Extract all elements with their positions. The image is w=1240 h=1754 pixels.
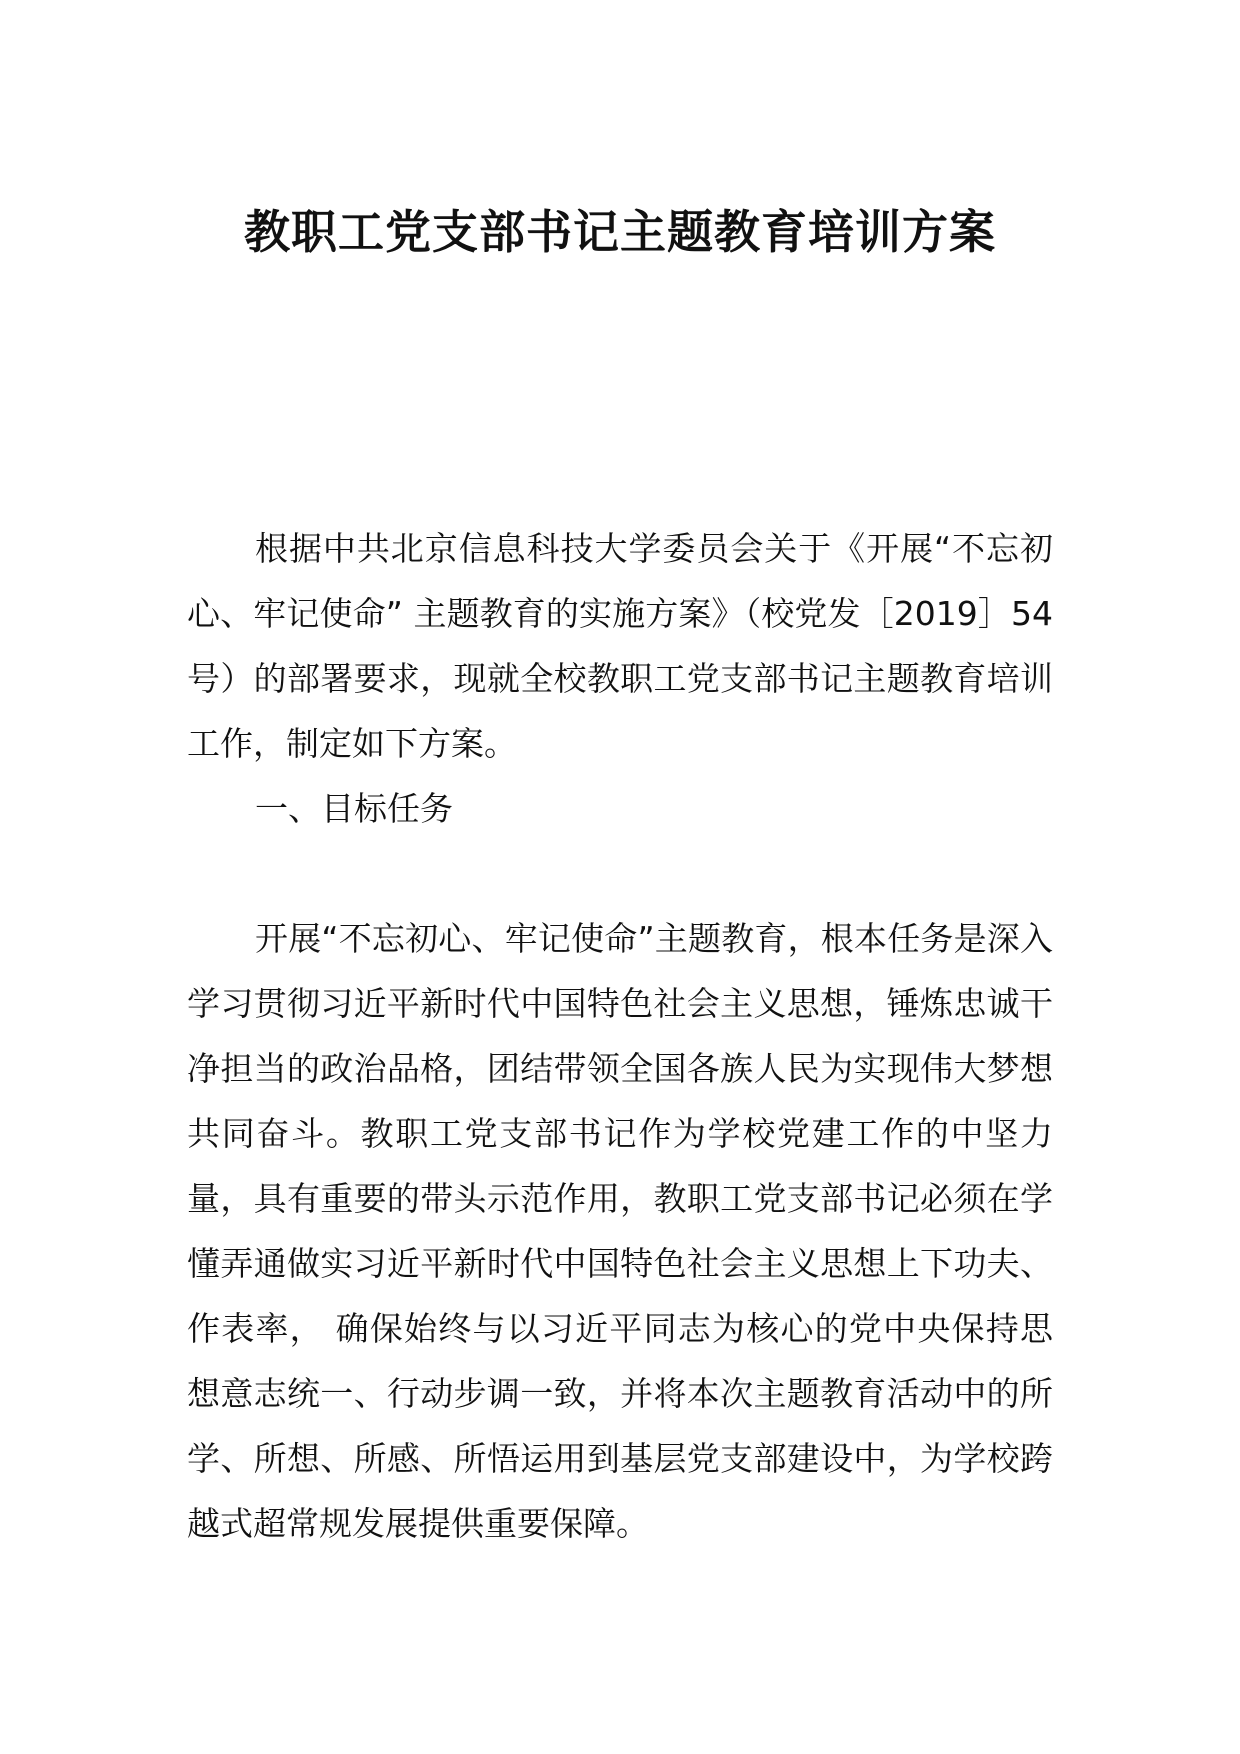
document-title: 教职工党支部书记主题教育培训方案 [244, 205, 996, 259]
goals-paragraph: 开展“不忘初心、牢记使命”主题教育，根本任务是深入学习贯彻习近平新时代中国特色社会主义思想，锤炼忠诚干净担当的政治品格，团结带领全国各族人民为实现伟大梦想共同奋斗。教职工党支部书记作为学校党建工作的中坚力量，具有重要的带头示范作用，教职工党支部书记必须在学懂弄通做实习近平新时代中国特色社会主义思想上下功夫、作表率， 确保始终与以习近平同志为核心的党中央保持思想意志统一、行动步调一致，并将本次主题教育活动中的所学、所想、所感、所悟运用到基层党支部建设中，为学校跨越式超常规发展提供重要保障。 [187, 919, 1053, 1543]
section-heading-goals: 一、目标任务 [255, 789, 453, 828]
intro-paragraph: 根据中共北京信息科技大学委员会关于《开展“不忘初心、牢记使命” 主题教育的实施方案》（校党发［2019］54号）的部署要求，现就全校教职工党支部书记主题教育培训工作，制定如下方案。 [187, 529, 1053, 763]
